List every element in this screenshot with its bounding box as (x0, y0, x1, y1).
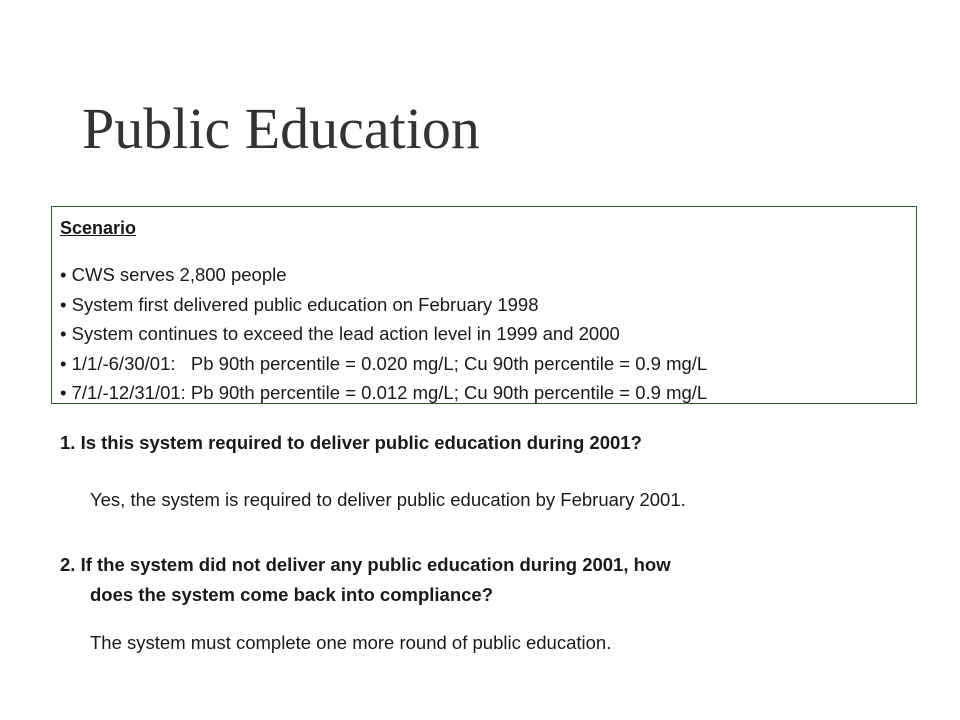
scenario-bullet: • CWS serves 2,800 people (60, 264, 287, 285)
scenario-bullet: • 1/1/-6/30/01: Pb 90th percentile = 0.020 mg/L; Cu 90th percentile = 0.9 mg/L (60, 352, 708, 374)
question-1: 1. Is this system required to deliver public education during 2001? (60, 432, 642, 453)
question-2 (60, 550, 671, 610)
scenario-heading: Scenario (60, 218, 137, 238)
question-2-line: 2. If the system did not deliver any public education during 2001, how (60, 554, 671, 575)
scenario-bullet: • 7/1/-12/31/01: Pb 90th percentile = 0.012 mg/L; Cu 90th percentile = 0.9 mg/L (60, 382, 708, 404)
scenario-bullet-list (60, 260, 707, 408)
scenario-box (51, 206, 917, 404)
answer-2: The system must complete one more round of public education. (90, 632, 612, 653)
slide-title: Public Education (82, 96, 480, 161)
scenario-bullet: • System first delivered public education on February 1998 (60, 293, 539, 315)
answer-1: Yes, the system is required to deliver public education by February 2001. (90, 489, 686, 510)
question-2-line: does the system come back into compliance? (90, 584, 494, 605)
scenario-bullet: • System continues to exceed the lead action level in 1999 and 2000 (60, 323, 620, 345)
